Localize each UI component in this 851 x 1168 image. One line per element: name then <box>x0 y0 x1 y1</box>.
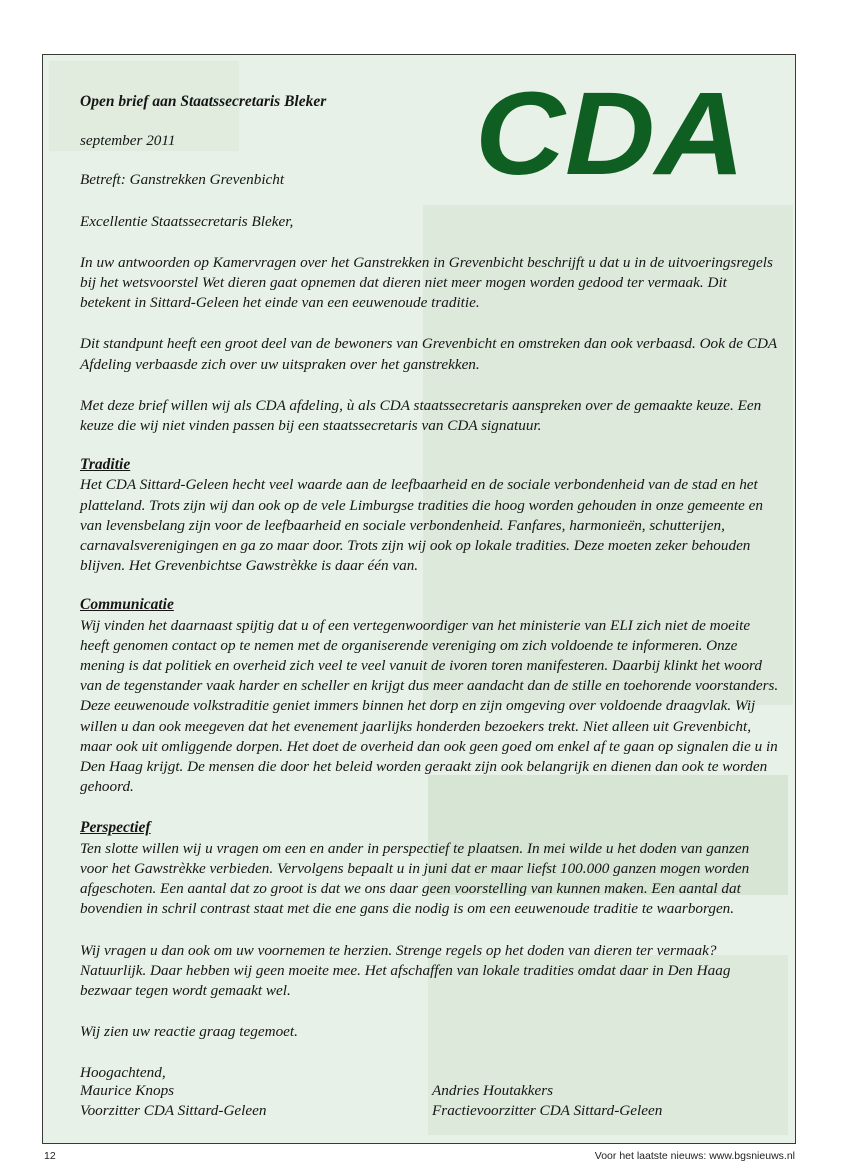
cda-logo-text: CDA <box>475 86 745 182</box>
letter-body <box>80 92 780 1084</box>
letter-date: september 2011 <box>80 132 176 150</box>
section-heading-traditie: Traditie <box>80 456 131 474</box>
intro-paragraph: Met deze brief willen wij als CDA afdeling, ù als CDA staatssecretaris aanspreken over de gemaakte keuze. Een keuze die wij niet vinden passen bij een staatssecretaris van CDA signatuur. <box>80 396 762 435</box>
section-text-communicatie: Wij vinden het daarnaast spijtig dat u of een vertegenwoordiger van het ministerie van ELI zich niet de moeite heeft genomen contact op te nemen met de organiserende vereniging om zich voldoende te informeren. Onze mening is dat politiek en overheid zich veel te veel vanuit de ivoren toren manifesteren. Daarbij klinkt het woord van de tegenstander vaak harder en scheller en krijgt dus meer aandacht dan de stille en toehorende voorstanders. Deze eeuwenoude volkstraditie geniet immers binnen het dorp en zijn omgeving over voldoende draagvlak. Wij willen u dan ook meegeven dat het evenement jaarlijks honderden bezoekers trekt. Niet alleen uit Grevenbicht, maar ook uit omliggende dorpen. Het doet de overheid dan ook geen goed om enkel af te gaan op signalen die u in Den Haag krijgt. De mensen die door het beleid worden geraakt zijn ook belangrijk en dienen dan ook te worden gehoord. <box>80 616 779 796</box>
intro-paragraph: In uw antwoorden op Kamervragen over het Ganstrekken in Grevenbicht beschrijft u dat u in de uitvoeringsregels bij het wetsvoorstel Wet dieren gaat opnemen dat dieren niet meer mogen worden gedood ter vermaak. Dit betekent in Sittard-Geleen het einde van een eeuwenoude traditie. <box>80 253 773 312</box>
signatory-name: Andries Houtakkers <box>432 1082 554 1099</box>
closing-paragraph: Wij vragen u dan ook om uw voornemen te herzien. Strenge regels op het doden van dieren ter vermaak? Natuurlijk. Daar hebben wij geen moeite mee. Het afschaffen van lokale tradities omdat daar in Den Haag bezwaar tegen wordt gemaakt wel. <box>80 941 731 999</box>
section-heading-perspectief: Perspectief <box>80 819 151 837</box>
reaction-line: Wij zien uw reactie graag tegemoet. <box>80 1023 298 1041</box>
signatory-block <box>80 1081 266 1121</box>
signatory-block <box>432 1081 662 1121</box>
signatory-name: Maurice Knops <box>80 1082 175 1099</box>
greeting-line: Hoogachtend, <box>80 1064 166 1082</box>
footer-note: Voor het laatste nieuws: www.bgsnieuws.nl <box>594 1150 795 1162</box>
intro-paragraph: Dit standpunt heeft een groot deel van de bewoners van Grevenbicht en omstreken dan ook verbaasd. Ook de CDA Afdeling verbaasde zich over uw uitspraken over het ganstrekken. <box>80 335 777 373</box>
signatory-role: Fractievoorzitter CDA Sittard-Geleen <box>432 1102 663 1119</box>
letter-salutation: Excellentie Staatssecretaris Bleker, <box>80 212 294 230</box>
page-number: 12 <box>44 1150 56 1162</box>
letter-title: Open brief aan Staatssecretaris Bleker <box>80 93 327 110</box>
section-text-perspectief: Ten slotte willen wij u vragen om een en ander in perspectief te plaatsen. In mei wilde u het doden van ganzen voor het Gawstrèkke verbieden. Vervolgens bepaalt u in juni dat er maar liefst 100.000 ganzen mogen worden afgeschoten. Een aantal dat zo groot is dat we ons daar geen voorstelling van kunnen maken. Een aantal dat bovendien in schril contrast staat met die ene gans die nodig is om een eeuwenoude traditie te waarborgen. <box>80 839 750 918</box>
letter-subject: Betreft: Ganstrekken Grevenbicht <box>80 171 285 189</box>
section-heading-communicatie: Communicatie <box>80 596 174 614</box>
section-text-traditie: Het CDA Sittard-Geleen hecht veel waarde aan de leefbaarheid en de sociale verbondenheid van de stad en het platteland. Trots zijn wij dan ook op de vele Limburgse tradities die hoog worden gehouden in onze gemeente en van levensbelang zijn voor de leefbaarheid en sociale verbondenheid. Fanfares, harmonieën, schutterijen, carnavalsverenigingen en ga zo maar door. Trots zijn wij ook op lokale tradities. Deze moeten zeker behouden blijven. Het Grevenbichtse Gawstrèkke is daar één van. <box>80 476 763 575</box>
signatory-role: Voorzitter CDA Sittard-Geleen <box>80 1102 267 1119</box>
